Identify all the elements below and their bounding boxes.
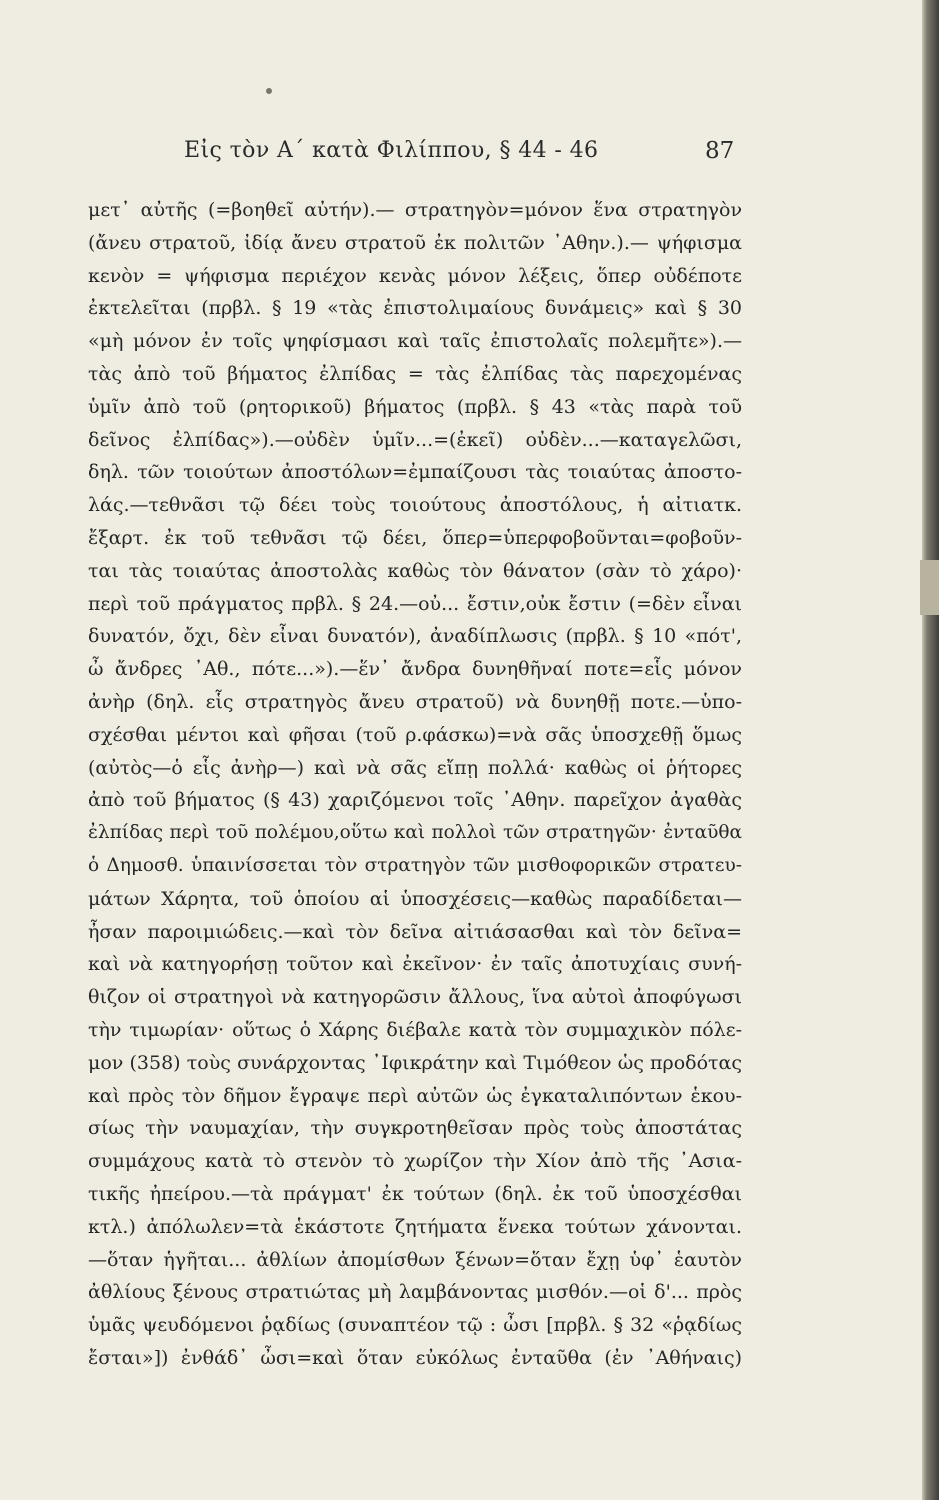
- text-line: ἀθλίους ξένους στρατιώτας μὴ λαμβάνοντας μισθόν.—οἱ δ'... πρὸς: [88, 1281, 742, 1304]
- text-line: κτλ.) ἀπόλωλεν=τὰ ἑκάστοτε ζητήματα ἕνεκα τούτων χάνονται.: [88, 1215, 742, 1238]
- text-line: μάτων Χάρητα, τοῦ ὁποίου αἱ ὑποσχέσεις—καθὼς παραδίδεται—: [88, 887, 742, 910]
- text-line: ἐκτελεῖται (πρβλ. § 19 «τὰς ἐπιστολιμαίους δυνάμεις» καὶ § 30: [88, 297, 742, 320]
- text-line: ὦ ἄνδρες ᾽Αθ., πότε...»).—ἕν᾽ ἄνδρα δυνηθῆναί ποτε=εἷς μόνον: [88, 658, 742, 681]
- page-edge: [922, 0, 939, 1500]
- text-line: ὑμῖν ἀπὸ τοῦ (ρητορικοῦ) βήματος (πρβλ. § 43 «τὰς παρὰ τοῦ: [88, 395, 742, 418]
- text-line: ἔσται»]) ἐνθάδ᾽ ὦσι=καὶ ὅταν εὐκόλως ἐνταῦθα (ἐν ᾽Αθήναις): [88, 1346, 742, 1369]
- text-line: ἐλπίδας περὶ τοῦ πολέμου,οὕτω καὶ πολλοὶ τῶν στρατηγῶν· ἐνταῦθα: [88, 822, 742, 844]
- text-line: (αὐτὸς—ὁ εἷς ἀνὴρ—) καὶ νὰ σᾶς εἴπῃ πολλά· καθὼς οἱ ῥήτορες: [88, 756, 742, 779]
- text-line: «μὴ μόνον ἐν τοῖς ψηφίσμασι καὶ ταῖς ἐπιστολαῖς πολεμῆτε»).—: [88, 330, 742, 353]
- text-line: δυνατόν, ὄχι, δὲν εἶναι δυνατόν), ἀναδίπλωσις (πρβλ. § 10 «πότ',: [88, 625, 742, 648]
- running-head: Εἰς τὸν Α΄ κατὰ Φιλίππου, § 44 - 46: [184, 138, 599, 163]
- text-line: συμμάχους κατὰ τὸ στενὸν τὸ χωρίζον τὴν Χίον ἀπὸ τῆς ᾽Ασια-: [88, 1150, 742, 1173]
- commentary-text: [88, 194, 742, 1375]
- text-line: τὴν τιμωρίαν· οὕτως ὁ Χάρης διέβαλε κατὰ τὸν συμμαχικὸν πόλε-: [88, 1018, 742, 1041]
- text-line: περὶ τοῦ πράγματος πρβλ. § 24.—οὐ... ἔστιν,οὐκ ἔστιν (=δὲν εἶναι: [88, 592, 742, 615]
- text-line: δηλ. τῶν τοιούτων ἀποστόλων=ἐμπαίζουσι τὰς τοιαύτας ἀποστο-: [88, 461, 742, 484]
- text-line: —ὅταν ἡγῆται... ἀθλίων ἀπομίσθων ξένων=ὅταν ἔχῃ ὑφ᾽ ἑαυτὸν: [88, 1248, 742, 1271]
- text-line: τὰς ἀπὸ τοῦ βήματος ἐλπίδας = τὰς ἐλπίδας τὰς παρεχομένας: [88, 362, 742, 385]
- text-line: ὁ Δημοσθ. ὑπαινίσσεται τὸν στρατηγὸν τῶν μισθοφορικῶν στρατευ-: [88, 854, 742, 876]
- text-line: μετ᾽ αὐτῆς (=βοηθεῖ αὐτήν).— στρατηγὸν=μόνον ἕνα στρατηγὸν: [88, 199, 742, 221]
- text-line: μον (358) τοὺς συνάρχοντας ᾽Ιφικράτην καὶ Τιμόθεον ὡς προδότας: [88, 1051, 742, 1074]
- text-line: (ἄνευ στρατοῦ, ἰδίᾳ ἄνευ στρατοῦ ἐκ πολιτῶν ᾽Αθην.).— ψήφισμα: [88, 231, 742, 254]
- text-line: ἀπὸ τοῦ βήματος (§ 43) χαριζόμενοι τοῖς ᾽Αθην. παρεῖχον ἀγαθὰς: [88, 789, 742, 812]
- text-line: λάς.—τεθνᾶσι τῷ δέει τοὺς τοιούτους ἀποστόλους, ἡ αἰτιατκ.: [88, 494, 742, 517]
- ink-speck: [266, 88, 272, 94]
- text-line: καὶ νὰ κατηγορήσῃ τοῦτον καὶ ἐκεῖνον· ἐν ταῖς ἀποτυχίαις συνή-: [88, 953, 742, 976]
- text-line: ται τὰς τοιαύτας ἀποστολὰς καθὼς τὸν θάνατον (σὰν τὸ χάρο)·: [88, 559, 742, 582]
- text-line: ὑμᾶς ψευδόμενοι ῥᾳδίως (συναπτέον τῷ : ὦσι [πρβλ. § 32 «ῥᾳδίως: [88, 1314, 742, 1337]
- text-line: θιζον οἱ στρατηγοὶ νὰ κατηγορῶσιν ἄλλους, ἵνα αὐτοὶ ἀποφύγωσι: [88, 986, 742, 1009]
- text-line: τικῆς ἠπείρου.—τὰ πράγματ' ἐκ τούτων (δηλ. ἐκ τοῦ ὑποσχέσθαι: [88, 1182, 742, 1205]
- text-line: καὶ πρὸς τὸν δῆμον ἔγραψε περὶ αὐτῶν ὡς ἐγκαταλιπόντων ἑκου-: [88, 1084, 742, 1107]
- text-line: ἔξαρτ. ἐκ τοῦ τεθνᾶσι τῷ δέει, ὅπερ=ὑπερφοβοῦνται=φοβοῦν-: [88, 526, 742, 549]
- text-line: ἀνὴρ (δηλ. εἷς στρατηγὸς ἄνευ στρατοῦ) νὰ δυνηθῇ ποτε.—ὑπο-: [88, 690, 742, 713]
- page-edge-tab: [920, 560, 939, 615]
- text-line: δεῖνος ἐλπίδας»).—οὐδὲν ὑμῖν...=(ἐκεῖ) οὐδὲν...—καταγελῶσι,: [88, 428, 742, 451]
- page-number: 87: [705, 138, 735, 164]
- text-line: κενὸν = ψήφισμα περιέχον κενὰς μόνον λέξεις, ὅπερ οὐδέποτε: [88, 264, 742, 287]
- text-line: σίως τὴν ναυμαχίαν, τὴν συγκροτηθεῖσαν πρὸς τοὺς ἀποστάτας: [88, 1117, 742, 1140]
- text-line: ἦσαν παροιμιώδεις.—καὶ τὸν δεῖνα αἰτιάσασθαι καὶ τὸν δεῖνα=: [88, 920, 742, 943]
- text-line: σχέσθαι μέντοι καὶ φῆσαι (τοῦ ρ.φάσκω)=νὰ σᾶς ὑποσχεθῇ ὅμως: [88, 723, 742, 746]
